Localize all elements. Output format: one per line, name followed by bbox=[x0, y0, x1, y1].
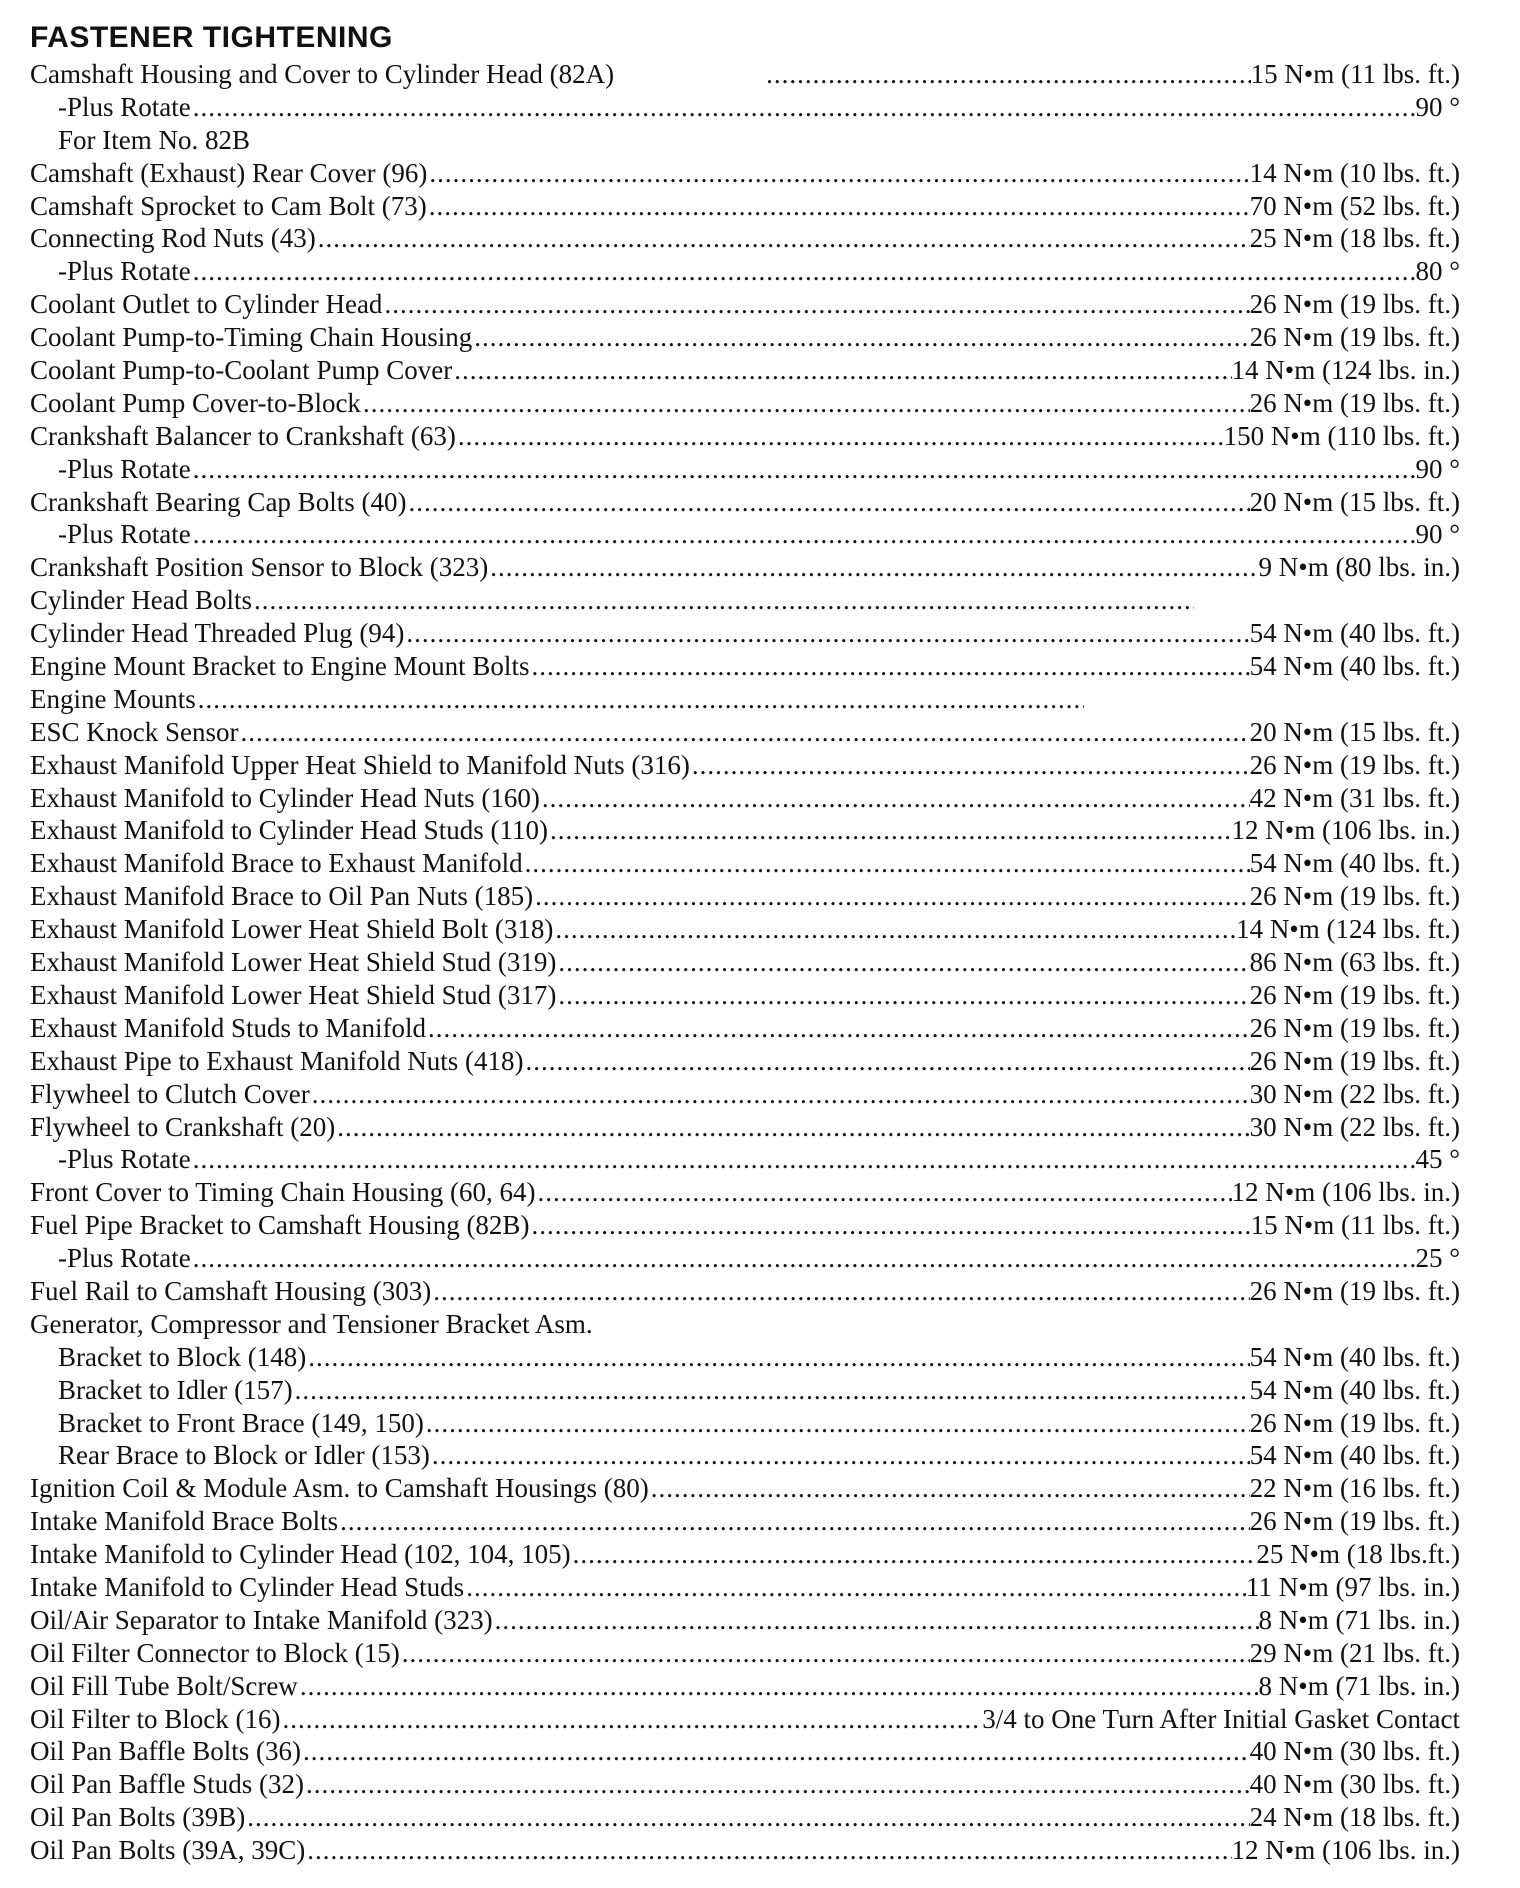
spec-value: 26 N•m (19 lbs. ft.) bbox=[1249, 289, 1460, 320]
spec-label: Flywheel to Clutch Cover bbox=[30, 1078, 310, 1109]
spec-value: 54 N•m (40 lbs. ft.) bbox=[1249, 1440, 1460, 1471]
spec-row bbox=[30, 1209, 1460, 1242]
spec-row bbox=[30, 1472, 1460, 1505]
dot-leader bbox=[298, 1670, 1259, 1703]
spec-value: 54 N•m (40 lbs. ft.) bbox=[1249, 848, 1460, 879]
spec-row bbox=[30, 58, 1460, 91]
dot-leader bbox=[464, 1571, 1246, 1604]
dot-leader bbox=[310, 1078, 1250, 1111]
spec-row bbox=[30, 1012, 1460, 1045]
spec-label: Oil Filter Connector to Block (15) bbox=[30, 1637, 400, 1668]
spec-row bbox=[30, 1768, 1460, 1801]
spec-value: 70 N•m (52 lbs. ft.) bbox=[1249, 190, 1460, 221]
dot-leader bbox=[316, 222, 1250, 255]
spec-row bbox=[30, 91, 1460, 124]
dot-leader bbox=[529, 650, 1249, 683]
spec-value: 20 N•m (15 lbs. ft.) bbox=[1249, 486, 1460, 517]
spec-label: Ignition Coil & Module Asm. to Camshaft Housings (80) bbox=[30, 1473, 649, 1504]
spec-label: Exhaust Pipe to Exhaust Manifold Nuts (418) bbox=[30, 1045, 524, 1076]
spec-row bbox=[30, 1637, 1460, 1670]
spec-row bbox=[30, 880, 1460, 913]
spec-value: 26 N•m (19 lbs. ft.) bbox=[1249, 1012, 1460, 1043]
spec-row bbox=[30, 1176, 1460, 1209]
spec-row bbox=[30, 1374, 1460, 1407]
spec-label: Oil Pan Bolts (39A, 39C) bbox=[30, 1835, 306, 1866]
spec-label: Connecting Rod Nuts (43) bbox=[30, 223, 316, 254]
spec-label: Crankshaft Bearing Cap Bolts (40) bbox=[30, 486, 407, 517]
dot-leader bbox=[571, 1538, 1257, 1571]
dot-leader bbox=[191, 255, 1416, 288]
spec-row bbox=[30, 1143, 1460, 1176]
spec-value: 80 ° bbox=[1415, 256, 1460, 287]
dot-leader bbox=[548, 814, 1232, 847]
dot-leader bbox=[556, 979, 1249, 1012]
spec-row bbox=[30, 1308, 1460, 1341]
spec-value: 26 N•m (19 lbs. ft.) bbox=[1249, 1275, 1460, 1306]
spec-label: Oil/Air Separator to Intake Manifold (323) bbox=[30, 1604, 493, 1635]
spec-value: 12 N•m (106 lbs. in.) bbox=[1231, 1835, 1460, 1866]
spec-label: Exhaust Manifold Lower Heat Shield Stud (319) bbox=[30, 947, 557, 978]
spec-value: 150 N•m (110 lbs. ft.) bbox=[1223, 420, 1460, 451]
spec-label: Oil Pan Baffle Bolts (36) bbox=[30, 1736, 301, 1767]
dot-leader bbox=[191, 453, 1416, 486]
dot-leader bbox=[335, 1111, 1249, 1144]
spec-label: Exhaust Manifold Brace to Exhaust Manifold bbox=[30, 848, 523, 879]
spec-value: 26 N•m (19 lbs. ft.) bbox=[1249, 387, 1460, 418]
spec-row bbox=[30, 617, 1460, 650]
spec-label: Camshaft Housing and Cover to Cylinder Head (82A) bbox=[30, 59, 615, 89]
spec-label: Exhaust Manifold Brace to Oil Pan Nuts (185) bbox=[30, 881, 534, 912]
spec-label: Coolant Pump-to-Coolant Pump Cover bbox=[30, 355, 453, 386]
spec-row bbox=[30, 1078, 1460, 1111]
spec-row bbox=[30, 814, 1460, 847]
spec-row bbox=[30, 124, 1460, 157]
spec-label: Crankshaft Balancer to Crankshaft (63) bbox=[30, 420, 456, 451]
spec-row bbox=[30, 1275, 1460, 1308]
spec-row bbox=[30, 518, 1460, 551]
spec-value: 90 ° bbox=[1415, 519, 1460, 550]
spec-row bbox=[30, 1735, 1460, 1768]
spec-value: 8 N•m (71 lbs. in.) bbox=[1258, 1604, 1460, 1635]
spec-value: 45 ° bbox=[1415, 1144, 1460, 1175]
dot-leader bbox=[280, 1703, 982, 1736]
spec-label: Generator, Compressor and Tensioner Bracket Asm. bbox=[30, 1308, 593, 1339]
spec-label: Coolant Outlet to Cylinder Head bbox=[30, 289, 383, 320]
spec-value: 25 N•m (18 lbs.ft.) bbox=[1256, 1539, 1460, 1570]
spec-value: 12 N•m (106 lbs. in.) bbox=[1231, 1177, 1460, 1208]
spec-row bbox=[30, 946, 1460, 979]
spec-label: Coolant Pump-to-Timing Chain Housing bbox=[30, 322, 473, 353]
spec-value: 12 N•m (106 lbs. in.) bbox=[1231, 815, 1460, 846]
spec-value: 22 N•m (16 lbs. ft.) bbox=[1249, 1473, 1460, 1504]
spec-label: Intake Manifold to Cylinder Head (102, 104, 105) bbox=[30, 1539, 571, 1570]
spec-label: Fuel Pipe Bracket to Camshaft Housing (82B) bbox=[30, 1210, 530, 1241]
spec-row bbox=[30, 716, 1460, 749]
spec-value: 25 N•m (18 lbs. ft.) bbox=[1249, 223, 1460, 254]
spec-row bbox=[30, 190, 1460, 223]
spec-value: 42 N•m (31 lbs. ft.) bbox=[1249, 782, 1460, 813]
spec-value: 8 N•m (71 lbs. in.) bbox=[1258, 1670, 1460, 1701]
dot-leader bbox=[430, 1439, 1250, 1472]
spec-label: Rear Brace to Block or Idler (153) bbox=[58, 1440, 430, 1471]
spec-row bbox=[30, 453, 1460, 486]
spec-value: 26 N•m (19 lbs. ft.) bbox=[1249, 979, 1460, 1010]
spec-label: Coolant Pump Cover-to-Block bbox=[30, 387, 361, 418]
spec-row bbox=[30, 584, 1460, 617]
spec-row bbox=[30, 387, 1460, 420]
dot-leader bbox=[649, 1472, 1250, 1505]
spec-row bbox=[30, 1341, 1460, 1374]
spec-label: Intake Manifold Brace Bolts bbox=[30, 1506, 339, 1537]
dot-leader bbox=[361, 387, 1250, 420]
spec-label: Exhaust Manifold Lower Heat Shield Bolt (318) bbox=[30, 914, 554, 945]
spec-label: Exhaust Manifold Lower Heat Shield Stud (317) bbox=[30, 979, 557, 1010]
dot-leader bbox=[540, 782, 1250, 815]
spec-row bbox=[30, 1439, 1460, 1472]
spec-value: 25 ° bbox=[1415, 1243, 1460, 1274]
spec-row bbox=[30, 979, 1460, 1012]
spec-value: 14 N•m (124 lbs. ft.) bbox=[1236, 914, 1460, 945]
dot-leader bbox=[252, 584, 1194, 617]
spec-row bbox=[30, 1242, 1460, 1275]
dot-leader bbox=[196, 683, 1084, 716]
dot-leader bbox=[304, 1768, 1250, 1801]
spec-label: Bracket to Idler (157) bbox=[58, 1374, 293, 1405]
spec-row bbox=[30, 1571, 1460, 1604]
spec-value: 26 N•m (19 lbs. ft.) bbox=[1249, 1045, 1460, 1076]
dot-leader bbox=[191, 518, 1416, 551]
dot-leader bbox=[529, 1209, 1250, 1242]
spec-row bbox=[30, 683, 1460, 716]
dot-leader bbox=[493, 1604, 1259, 1637]
dot-leader bbox=[293, 1374, 1250, 1407]
spec-row bbox=[30, 1538, 1460, 1571]
spec-row bbox=[30, 1045, 1460, 1078]
document-page bbox=[30, 18, 1460, 1867]
spec-value: 29 N•m (21 lbs. ft.) bbox=[1249, 1637, 1460, 1668]
dot-leader bbox=[427, 157, 1249, 190]
spec-value: 54 N•m (40 lbs. ft.) bbox=[1249, 1374, 1460, 1405]
dot-leader bbox=[191, 91, 1416, 124]
dot-leader bbox=[690, 749, 1250, 782]
spec-label: -Plus Rotate bbox=[58, 453, 191, 484]
spec-row bbox=[30, 1407, 1460, 1440]
spec-label: Camshaft Sprocket to Cam Bolt (73) bbox=[30, 190, 427, 221]
spec-value: 30 N•m (22 lbs. ft.) bbox=[1249, 1111, 1460, 1142]
spec-label: -Plus Rotate bbox=[58, 1144, 191, 1175]
dot-leader bbox=[191, 1242, 1416, 1275]
spec-value: 54 N•m (40 lbs. ft.) bbox=[1249, 651, 1460, 682]
spec-label: -Plus Rotate bbox=[58, 91, 191, 122]
spec-label: Bracket to Block (148) bbox=[58, 1341, 307, 1372]
spec-label: ESC Knock Sensor bbox=[30, 716, 239, 747]
spec-value: 40 N•m (30 lbs. ft.) bbox=[1249, 1736, 1460, 1767]
dot-leader bbox=[305, 1834, 1231, 1867]
spec-row bbox=[30, 1801, 1460, 1834]
dot-leader bbox=[523, 1045, 1249, 1078]
spec-value: 3/4 to One Turn After Initial Gasket Contact bbox=[982, 1703, 1460, 1734]
spec-row bbox=[30, 782, 1460, 815]
spec-value: 9 N•m (80 lbs. in.) bbox=[1258, 552, 1460, 583]
dot-leader bbox=[523, 847, 1250, 880]
spec-label: -Plus Rotate bbox=[58, 256, 191, 287]
spec-label: Cylinder Head Threaded Plug (94) bbox=[30, 618, 405, 649]
spec-label: Fuel Rail to Camshaft Housing (303) bbox=[30, 1275, 432, 1306]
spec-label: Camshaft (Exhaust) Rear Cover (96) bbox=[30, 157, 428, 188]
spec-value: 26 N•m (19 lbs. ft.) bbox=[1249, 881, 1460, 912]
spec-label: Exhaust Manifold Upper Heat Shield to Manifold Nuts (316) bbox=[30, 749, 690, 780]
spec-value: 26 N•m (19 lbs. ft.) bbox=[1249, 749, 1460, 780]
spec-value: 26 N•m (19 lbs. ft.) bbox=[1249, 1407, 1460, 1438]
spec-row bbox=[30, 650, 1460, 683]
spec-row bbox=[30, 1111, 1460, 1144]
dot-leader bbox=[306, 1341, 1249, 1374]
spec-value: 11 N•m (97 lbs. in.) bbox=[1246, 1571, 1460, 1602]
dot-leader bbox=[191, 1143, 1416, 1176]
spec-label: Cylinder Head Bolts bbox=[30, 585, 252, 616]
spec-label: Engine Mounts bbox=[30, 683, 196, 714]
dot-leader bbox=[424, 1407, 1250, 1440]
spec-value: 15 N•m (11 lbs. ft.) bbox=[1250, 1210, 1460, 1241]
spec-label: Engine Mount Bracket to Engine Mount Bolts bbox=[30, 651, 530, 682]
spec-row bbox=[30, 420, 1460, 453]
spec-label: Bracket to Front Brace (149, 150) bbox=[58, 1407, 424, 1438]
dot-leader bbox=[536, 1176, 1232, 1209]
spec-value: 30 N•m (22 lbs. ft.) bbox=[1249, 1078, 1460, 1109]
dot-leader bbox=[400, 1637, 1250, 1670]
spec-value: 14 N•m (124 lbs. in.) bbox=[1231, 355, 1460, 386]
spec-label: -Plus Rotate bbox=[58, 519, 191, 550]
spec-row bbox=[30, 1505, 1460, 1538]
dot-leader bbox=[404, 617, 1249, 650]
dot-leader bbox=[553, 913, 1236, 946]
spec-row bbox=[30, 354, 1460, 387]
spec-row bbox=[30, 1703, 1460, 1736]
torque-spec-list bbox=[30, 58, 1460, 1867]
dot-leader bbox=[556, 946, 1249, 979]
spec-label: Exhaust Manifold to Cylinder Head Studs (110) bbox=[30, 815, 548, 846]
spec-value: 14 N•m (10 lbs. ft.) bbox=[1249, 157, 1460, 188]
spec-row bbox=[30, 847, 1460, 880]
spec-value: 90 ° bbox=[1415, 453, 1460, 484]
spec-value: 54 N•m (40 lbs. ft.) bbox=[1249, 1341, 1460, 1372]
dot-leader bbox=[456, 420, 1224, 453]
dot-leader bbox=[427, 190, 1250, 223]
spec-row bbox=[30, 486, 1460, 519]
spec-row bbox=[30, 913, 1460, 946]
spec-label: Oil Pan Bolts (39B) bbox=[30, 1802, 246, 1833]
dot-leader bbox=[406, 486, 1249, 519]
dot-leader bbox=[488, 551, 1258, 584]
page-title: FASTENER TIGHTENING bbox=[30, 21, 393, 54]
spec-value: 20 N•m (15 lbs. ft.) bbox=[1249, 716, 1460, 747]
spec-label: Oil Pan Baffle Studs (32) bbox=[30, 1769, 304, 1800]
dot-leader bbox=[338, 1505, 1249, 1538]
dot-leader bbox=[301, 1735, 1250, 1768]
spec-value: 26 N•m (19 lbs. ft.) bbox=[1249, 1506, 1460, 1537]
spec-row bbox=[30, 1670, 1460, 1703]
spec-label: Crankshaft Position Sensor to Block (323) bbox=[30, 552, 489, 583]
spec-label: Exhaust Manifold Studs to Manifold bbox=[30, 1012, 426, 1043]
dot-leader bbox=[426, 1012, 1250, 1045]
spec-value: 54 N•m (40 lbs. ft.) bbox=[1249, 618, 1460, 649]
spec-row bbox=[30, 157, 1460, 190]
spec-value: 26 N•m (19 lbs. ft.) bbox=[1249, 322, 1460, 353]
spec-label: For Item No. 82B bbox=[58, 124, 250, 155]
spec-value: 15 N•m (11 lbs. ft.) bbox=[1250, 59, 1460, 89]
spec-label: Intake Manifold to Cylinder Head Studs bbox=[30, 1571, 465, 1602]
dot-leader bbox=[472, 321, 1249, 354]
dot-leader bbox=[452, 354, 1231, 387]
spec-value: 40 N•m (30 lbs. ft.) bbox=[1249, 1769, 1460, 1800]
spec-label: Flywheel to Crankshaft (20) bbox=[30, 1111, 336, 1142]
spec-value: 86 N•m (63 lbs. ft.) bbox=[1249, 947, 1460, 978]
spec-row bbox=[30, 749, 1460, 782]
spec-row bbox=[30, 551, 1460, 584]
dot-leader bbox=[764, 58, 1250, 91]
dot-leader bbox=[245, 1801, 1249, 1834]
dot-leader bbox=[431, 1275, 1249, 1308]
spec-value: 90 ° bbox=[1415, 91, 1460, 122]
spec-row bbox=[30, 288, 1460, 321]
spec-value: 24 N•m (18 lbs. ft.) bbox=[1249, 1802, 1460, 1833]
dot-leader bbox=[239, 716, 1250, 749]
spec-row bbox=[30, 222, 1460, 255]
spec-label: Oil Fill Tube Bolt/Screw bbox=[30, 1670, 298, 1701]
dot-leader bbox=[382, 288, 1249, 321]
spec-row bbox=[30, 1604, 1460, 1637]
spec-label: Front Cover to Timing Chain Housing (60, 64) bbox=[30, 1177, 536, 1208]
spec-label: Exhaust Manifold to Cylinder Head Nuts (160) bbox=[30, 782, 540, 813]
spec-row bbox=[30, 321, 1460, 354]
spec-row bbox=[30, 255, 1460, 288]
dot-leader bbox=[533, 880, 1249, 913]
spec-label: -Plus Rotate bbox=[58, 1243, 191, 1274]
spec-label: Oil Filter to Block (16) bbox=[30, 1703, 281, 1734]
spec-row bbox=[30, 1834, 1460, 1867]
